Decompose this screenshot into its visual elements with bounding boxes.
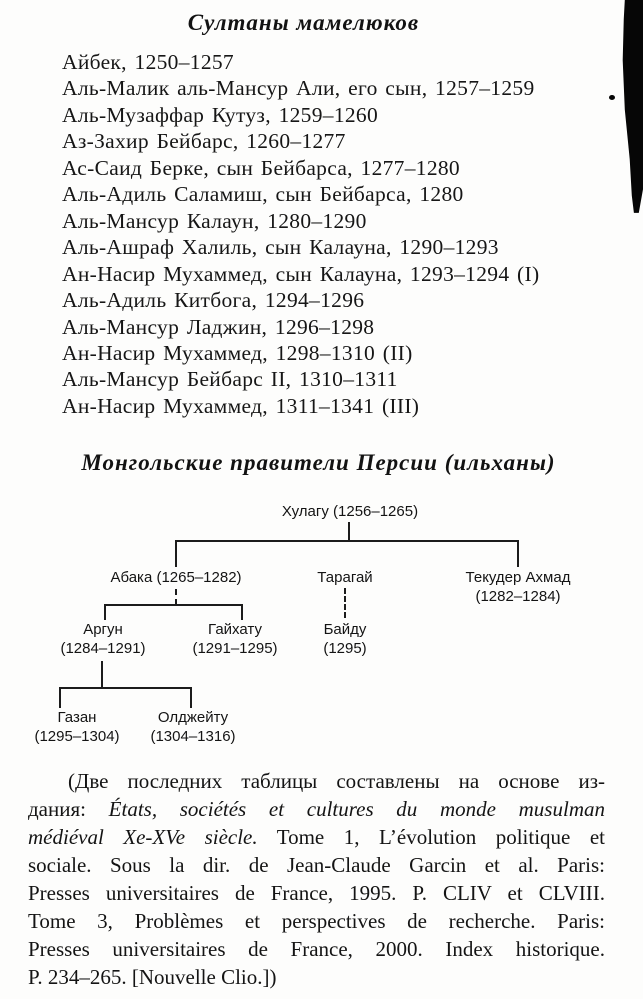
note-line: [28, 795, 605, 823]
tree-node-name: Хулагу: [281, 503, 329, 520]
sultan-list-item: Аль-Адиль Китбога, 1294–1296: [62, 288, 365, 313]
tree-node-dates: (1295–1304): [34, 728, 120, 745]
tree-node-gaihatu: [192, 620, 277, 658]
tree-node-dates: (1282–1284): [475, 588, 561, 605]
tree-node-dates: (1304–1316): [150, 728, 236, 745]
note-line: [28, 879, 605, 907]
note-line: [28, 851, 605, 879]
tree-node-name: Аргун: [83, 621, 123, 638]
tree-node-name: Тарагай: [317, 569, 373, 586]
tree-node-gazan: [34, 708, 119, 746]
bibliography-note: [28, 767, 605, 991]
tree-connector: [101, 661, 103, 689]
tree-connector: [241, 604, 243, 620]
tree-node-name: Газан: [57, 709, 97, 726]
sultan-list-item: Ан-Насир Мухаммед, сын Калауна, 1293–1294 (I): [62, 261, 540, 286]
tree-connector-dashed: [344, 588, 346, 618]
tree-node-argun: [60, 620, 145, 658]
sultan-list-item: Аль-Мансур Ладжин, 1296–1298: [62, 314, 375, 339]
sultan-list-item: Аль-Ашраф Халиль, сын Калауна, 1290–1293: [62, 235, 499, 260]
sultan-list-item: Ан-Насир Мухаммед, 1298–1310 (II): [62, 340, 413, 365]
note-text: Tome 1, L’évolution politique et: [257, 825, 605, 849]
tree-connector: [104, 604, 106, 620]
tree-node-dates: (1295): [323, 640, 367, 657]
tree-connector: [348, 522, 350, 541]
tree-connector: [175, 540, 519, 542]
tree-node-name: Олджейту: [157, 709, 229, 726]
tree-node-dates: (1291–1295): [192, 640, 278, 657]
note-text: (Две последних таблицы составлены на основе из-: [68, 769, 605, 793]
note-line: [28, 935, 605, 963]
tree-connector: [104, 604, 243, 606]
note-line: [28, 963, 605, 991]
tree-connector: [59, 687, 192, 689]
note-line: [28, 907, 605, 935]
sultan-list-item: Ан-Насир Мухаммед, 1311–1341 (III): [62, 393, 420, 418]
ilkhans-section-title: Монгольские правители Персии (ильханы): [81, 450, 556, 475]
note-text-italic: médiéval Xe-XVe siècle.: [28, 825, 258, 849]
sultan-list-item: Аль-Адиль Саламиш, сын Бейбарса, 1280: [62, 182, 464, 207]
note-text: Presses universitaires de France, 1995. P. CLIV et CLVIII.: [28, 881, 605, 905]
note-line: [28, 767, 605, 795]
note-text: дания:: [28, 797, 109, 821]
tree-node-dates: (1265–1282): [156, 569, 242, 586]
note-line: [28, 823, 605, 851]
sultan-list-item: Аль-Мансур Калаун, 1280–1290: [62, 208, 367, 233]
scan-artifact-dot: [609, 95, 615, 100]
tree-node-name: Гайхату: [208, 621, 262, 638]
tree-node-dates: (1256–1265): [333, 503, 419, 520]
tree-node-name: Текудер Ахмад: [465, 569, 571, 586]
tree-connector: [517, 540, 519, 567]
note-text: Presses universitaires de France, 2000. Index historique.: [28, 937, 605, 961]
tree-node-abaka: [110, 568, 241, 587]
tree-node-hulagu: [282, 502, 418, 521]
note-text: P. 234–265. [Nouvelle Clio.]): [28, 965, 277, 989]
tree-connector: [59, 687, 61, 708]
sultan-list-item: Аль-Малик аль-Мансур Али, его сын, 1257–1259: [62, 76, 535, 101]
note-text-italic: États, sociétés et cultures du monde musulman: [108, 797, 605, 821]
sultan-list-item: Аль-Музаффар Кутуз, 1259–1260: [62, 102, 379, 127]
tree-node-tekuder: [466, 568, 571, 606]
sultan-list-item: Аз-Захир Бейбарс, 1260–1277: [62, 129, 346, 154]
tree-connector-dashed: [175, 589, 177, 605]
tree-connector: [175, 540, 177, 567]
note-text: sociale. Sous la dir. de Jean-Claude Garcin et al. Paris:: [28, 853, 605, 877]
tree-node-dates: (1284–1291): [60, 640, 146, 657]
tree-connector: [190, 687, 192, 708]
sultan-list-item: Аль-Мансур Бейбарс II, 1310–1311: [62, 367, 398, 392]
sultan-list-item: Айбек, 1250–1257: [62, 50, 234, 74]
tree-node-oljeitu: [150, 708, 235, 746]
note-text: Tome 3, Problèmes et perspectives de recherche. Paris:: [28, 909, 605, 933]
tree-node-name: Абака: [110, 569, 153, 586]
tree-node-taragai: [317, 568, 372, 587]
tree-node-baidu: [323, 620, 366, 658]
mamluk-section-title: Султаны мамелюков: [187, 10, 420, 35]
tree-node-name: Байду: [323, 621, 367, 638]
sultan-list-item: Ас-Саид Берке, сын Бейбарса, 1277–1280: [62, 155, 460, 180]
